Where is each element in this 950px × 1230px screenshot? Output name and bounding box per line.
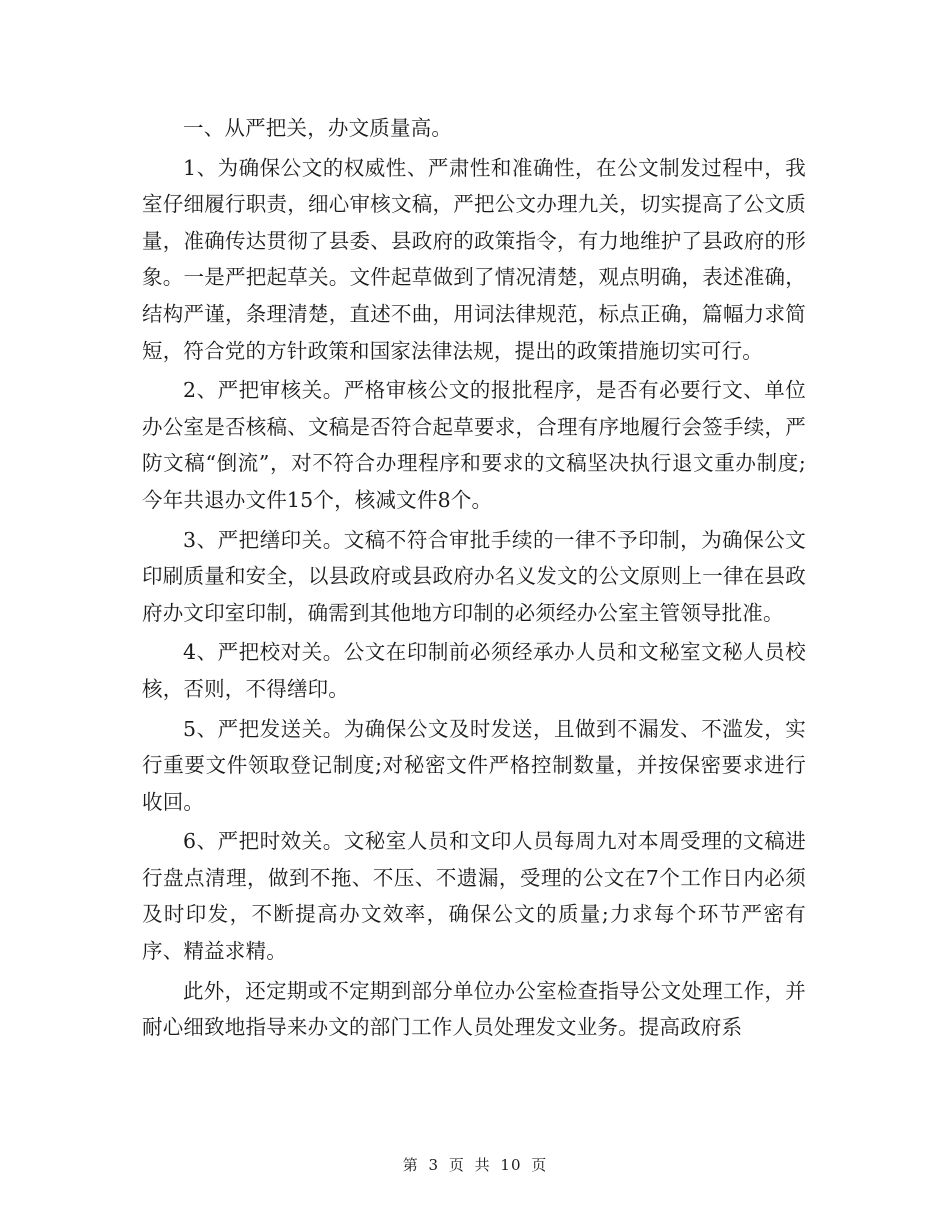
page-footer [0, 1154, 950, 1175]
paragraph-item-1: 1、为确保公文的权威性、严肃性和准确性，在公文制发过程中，我室仔细履行职责，细心审核文稿，严把公文办理九关，切实提高了公文质量，准确传达贯彻了县委、县政府的政策指令，有力地维护了县政府的形象。一是严把起草关。文件起草做到了情况清楚，观点明确，表述准确，结构严谨，条理清楚，直述不曲，用词法律规范，标点正确，篇幅力求简短，符合党的方针政策和国家法律法规，提出的政策措施切实可行。 [142, 155, 806, 363]
paragraph-item-6: 6、严把时效关。文秘室人员和文印人员每周九对本周受理的文稿进行盘点清理，做到不拖、不压、不遗漏，受理的公文在7个工作日内必须及时印发，不断提高办文效率，确保公文的质量;力求每个环节严密有序、精益求精。 [142, 829, 806, 964]
footer-total-pages: 10 [500, 1156, 522, 1174]
paragraph-additional: 此外，还定期或不定期到部分单位办公室检查指导公文处理工作，并耐心细致地指导来办文的部门工作人员处理发文业务。提高政府系 [142, 978, 806, 1040]
paragraph-item-4: 4、严把校对关。公文在印制前必须经承办人员和文秘室文秘人员校核，否则，不得缮印。 [142, 640, 806, 701]
footer-page-label: 页 [448, 1156, 465, 1174]
footer-current-page: 3 [428, 1156, 440, 1174]
paragraph-item-5: 5、严把发送关。为确保公文及时发送，且做到不漏发、不滥发，实行重要文件领取登记制度;对秘密文件严格控制数量，并按保密要求进行收回。 [142, 716, 806, 814]
paragraph-item-3: 3、严把缮印关。文稿不符合审批手续的一律不予印制，为确保公文印刷质量和安全，以县政府或县政府办名义发文的公文原则上一律在县政府办文印室印制，确需到其他地方印制的必须经办公室主管领导批准。 [142, 527, 806, 625]
footer-total-prefix: 共 [474, 1156, 491, 1174]
paragraph-item-2: 2、严把审核关。严格审核公文的报批程序，是否有必要行文、单位办公室是否核稿、文稿是否符合起草要求，合理有序地履行会签手续，严防文稿“倒流”，对不符合办理程序和要求的文稿坚决执行退文重办制度;今年共退办文件15个，核减文件8个。 [142, 378, 806, 512]
paragraph-heading-1: 一、从严把关，办文质量高。 [183, 116, 453, 140]
document-body [142, 110, 806, 1049]
footer-prefix: 第 [402, 1156, 419, 1174]
footer-total-suffix: 页 [531, 1156, 548, 1174]
